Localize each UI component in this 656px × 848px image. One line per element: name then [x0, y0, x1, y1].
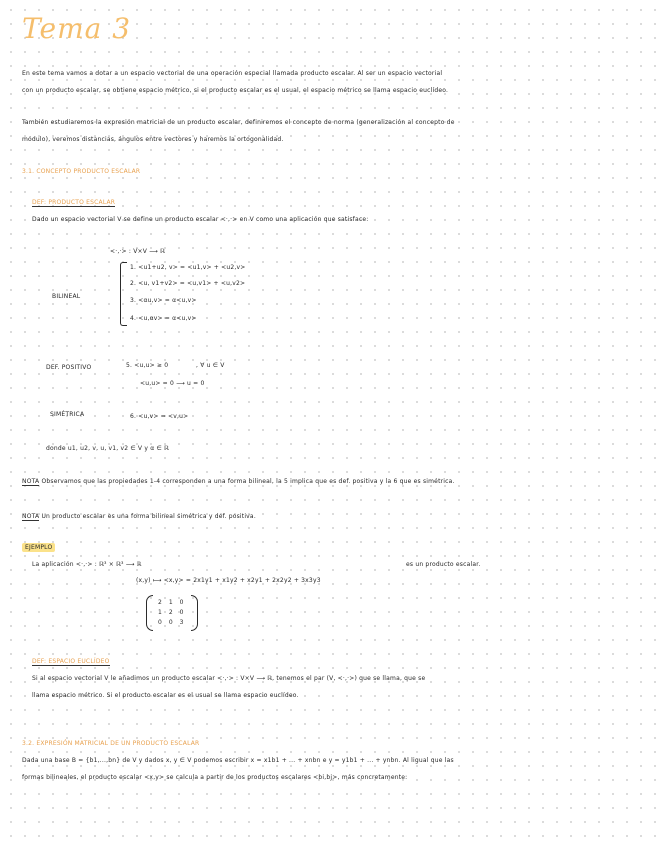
def-positivo-label: DEF. POSITIVO	[46, 364, 92, 371]
matrix-cell: 1	[158, 609, 169, 616]
intro-line-2: con un producto escalar, se obtiene espacio métrico, si el producto escalar es el usual, el espacio métrico se llama espacio euclídeo.	[22, 87, 449, 94]
nota-1	[22, 479, 455, 485]
matrix-cell: 0	[179, 599, 191, 606]
bilineal-brace	[120, 262, 127, 326]
matrix-cell: 3	[179, 619, 191, 626]
ejemplo-line-2: (x,y) ⟼ <x,y> = 2x1y1 + x1y2 + x2y1 + 2x2y2 + 3x3y3	[136, 577, 321, 584]
def-espacio-euclideo-title: DEF: ESPACIO EUCLÍDEO	[32, 658, 110, 665]
intro-line-4: módulo), veremos distancias, ángulos entre vectores y haremos la ortogonalidad.	[22, 136, 284, 143]
def-espacio-euclideo-line-2: llama espacio métrico. Si el producto escalar es el usual se llama espacio euclídeo.	[32, 692, 299, 699]
prop-2: 2. <u, v1+v2> = <u,v1> + <u,v2>	[130, 280, 246, 287]
ejemplo-line-1-side: es un producto escalar.	[406, 561, 481, 568]
matrix-row-2	[158, 609, 190, 616]
bilineal-label: BILINEAL	[52, 293, 81, 300]
matrix-cell: 0	[179, 609, 191, 616]
def-producto-escalar-title: DEF: PRODUCTO ESCALAR	[32, 199, 116, 206]
nota-2-text: Un producto escalar es una forma bilineal simétrica y def. positiva.	[41, 513, 256, 520]
prop-1: 1. <u1+u2, v> = <u1,v> + <u2,v>	[130, 264, 246, 271]
nota-1-label: NOTA	[22, 478, 40, 485]
matrix-cell: 2	[168, 609, 180, 616]
prop-6: 6. <u,v> = <v,u>	[130, 413, 189, 420]
matrix-row-1	[158, 599, 190, 606]
page-title: Tema 3	[22, 12, 132, 45]
matrix-left-paren	[146, 595, 153, 631]
def-producto-escalar-text: Dado un espacio vectorial V se define un producto escalar <·,·> en V como una aplicación que satisface:	[32, 216, 369, 223]
matrix-cell: 0	[168, 619, 180, 626]
matrix-right-paren	[191, 595, 198, 631]
nota-1-text: Observamos que las propiedades 1-4 corresponden a una forma bilineal, la 5 implica que es def. positiva y la 6 que es simétrica.	[41, 478, 455, 485]
ejemplo-matrix	[146, 595, 198, 629]
ejemplo-label: EJEMPLO	[22, 543, 55, 552]
prop-4: 4. <u,αv> = α<u,v>	[130, 315, 197, 322]
ejemplo-line-1: La aplicación <·,·> : ℝ³ × ℝ³ ⟶ ℝ	[32, 561, 142, 568]
section-2-line-1: Dada una base B = {b1,...,bn} de V y dados x, y ∈ V podemos escribir x = x1b1 + ... + xnbn e y = y1b1 + ... + ynbn. Al ligual que las	[22, 757, 454, 764]
prop-5-side: , ∀ u ∈ V	[196, 362, 225, 369]
intro-line-3: También estudiaremos la expresión matricial de un producto escalar, definiremos el concepto de norma (generalización al concepto de	[22, 119, 455, 126]
prop-3: 3. <αu,v> = α<u,v>	[130, 297, 197, 304]
section-2-line-2: formas bilineales, el producto escalar <x,y> se calcula a partir de los productos escalares <bi,bj>, más concretamente:	[22, 774, 408, 781]
nota-2-label: NOTA	[22, 513, 40, 520]
mapping: <·,·> : V×V ⟶ ℝ	[110, 248, 166, 255]
nota-2	[22, 514, 256, 520]
simetrica-label: SIMÉTRICA	[50, 411, 85, 418]
matrix-row-3	[158, 619, 190, 626]
section-2-heading: 3.2. EXPRESIÓN MATRICIAL DE UN PRODUCTO ESCALAR	[22, 740, 200, 747]
ejemplo-label-wrap	[22, 545, 55, 551]
def-espacio-euclideo-line-1: Si al espacio vectorial V le añadimos un producto escalar <·,·> : V×V ⟶ ℝ, tenemos el par (V, <·,·>) que se llama, que se	[32, 675, 426, 682]
matrix-cell: 1	[168, 599, 180, 606]
donde-line: donde u1, u2, v, u, v1, v2 ∈ V y α ∈ ℝ	[46, 445, 169, 452]
matrix-cell: 2	[158, 599, 169, 606]
prop-5b: <u,u> = 0 ⟶ u = 0	[140, 380, 205, 387]
section-1-heading: 3.1. CONCEPTO PRODUCTO ESCALAR	[22, 168, 141, 175]
matrix-cell: 0	[158, 619, 169, 626]
intro-line-1: En este tema vamos a dotar a un espacio vectorial de una operación especial llamada producto escalar. Al ser un espacio vectorial	[22, 70, 443, 77]
prop-5a: 5. <u,u> ≥ 0	[126, 362, 169, 369]
